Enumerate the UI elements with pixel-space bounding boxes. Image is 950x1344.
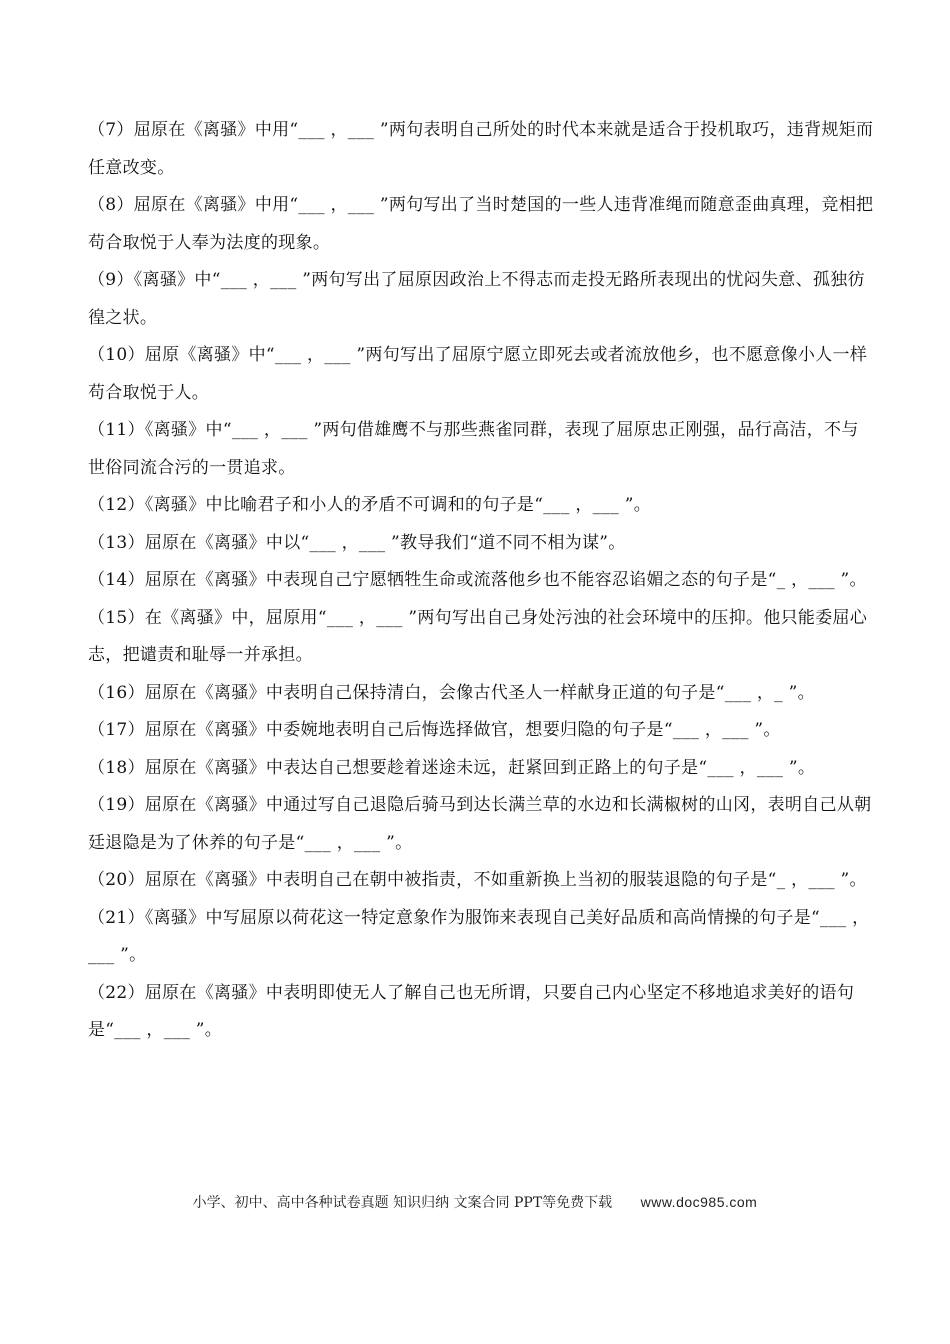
question-16: （16）屈原在《离骚》中表明自己保持清白，会像古代圣人一样献身正道的句子是“___ ，_ ”。	[88, 682, 815, 703]
question-11: （11）《离骚》中“___ ，___ ”两句借雄鹰不与那些燕雀同群，表现了屈原忠正刚强，品行高洁，不与世俗同流合污的一贯追求。	[88, 420, 859, 478]
question-18: （18）屈原在《离骚》中表达自己想要趁着迷途未远，赶紧回到正路上的句子是“___ ，___ ”。	[88, 757, 816, 778]
question-13: （13）屈原在《离骚》中以“___ ，___ ”教导我们“道不同不相为谋”。	[88, 532, 626, 553]
question-9: （9）《离骚》中“___ ，___ ”两句写出了屈原因政治上不得志而走投无路所表现出的忧闷失意、孤独彷徨之状。	[88, 270, 865, 328]
footer-url[interactable]: www.doc985.com	[640, 1194, 758, 1210]
question-15: （15）在《离骚》中，屈原用“___ ，___ ”两句写出自己身处污浊的社会环境中的压抑。他只能委屈心志，把谴责和耻辱一并承担。	[88, 607, 868, 665]
question-10: （10）屈原《离骚》中“___ ，___ ”两句写出了屈原宁愿立即死去或者流放他乡，也不愿意像小人一样苟合取悦于人。	[88, 345, 868, 403]
question-17: （17）屈原在《离骚》中委婉地表明自己后悔选择做官，想要归隐的句子是“___ ，___ ”。	[88, 720, 781, 740]
question-22: （22）屈原在《离骚》中表明即使无人了解自己也无所谓，只要自己内心坚定不移地追求美好的语句是“___ ，___ ”。	[88, 982, 855, 1040]
question-20: （20）屈原在《离骚》中表明自己在朝中被指责，不如重新换上当初的服装退隐的句子是“_ ，___ ”。	[88, 870, 867, 890]
question-list	[88, 112, 874, 1050]
footer-text: 小学、初中、高中各种试卷真题 知识归纳 文案合同 PPT等免费下载	[192, 1195, 613, 1211]
question-19: （19）屈原在《离骚》中通过写自己退隐后骑马到达长满兰草的水边和长满椒树的山冈，表明自己从朝廷退隐是为了休养的句子是“___ ，___ ”。	[88, 795, 872, 853]
question-7: （7）屈原在《离骚》中用“___ ，___ ”两句表明自己所处的时代本来就是适合于投机取巧，违背规矩而任意改变。	[88, 120, 874, 178]
question-12: （12）《离骚》中比喻君子和小人的矛盾不可调和的句子是“___ ，___ ”。	[88, 495, 652, 515]
question-14: （14）屈原在《离骚》中表现自己宁愿牺牲生命或流落他乡也不能容忍谄媚之态的句子是“_ ，___ ”。	[88, 570, 867, 590]
question-21: （21）《离骚》中写屈原以荷花这一特定意象作为服饰来表现自己美好品质和高尚情操的句子是“___ ，___ ”。	[88, 907, 870, 965]
question-8: （8）屈原在《离骚》中用“___ ，___ ”两句写出了当时楚国的一些人违背准绳而随意歪曲真理，竞相把苟合取悦于人奉为法度的现象。	[88, 195, 874, 253]
page-footer	[0, 1192, 950, 1213]
